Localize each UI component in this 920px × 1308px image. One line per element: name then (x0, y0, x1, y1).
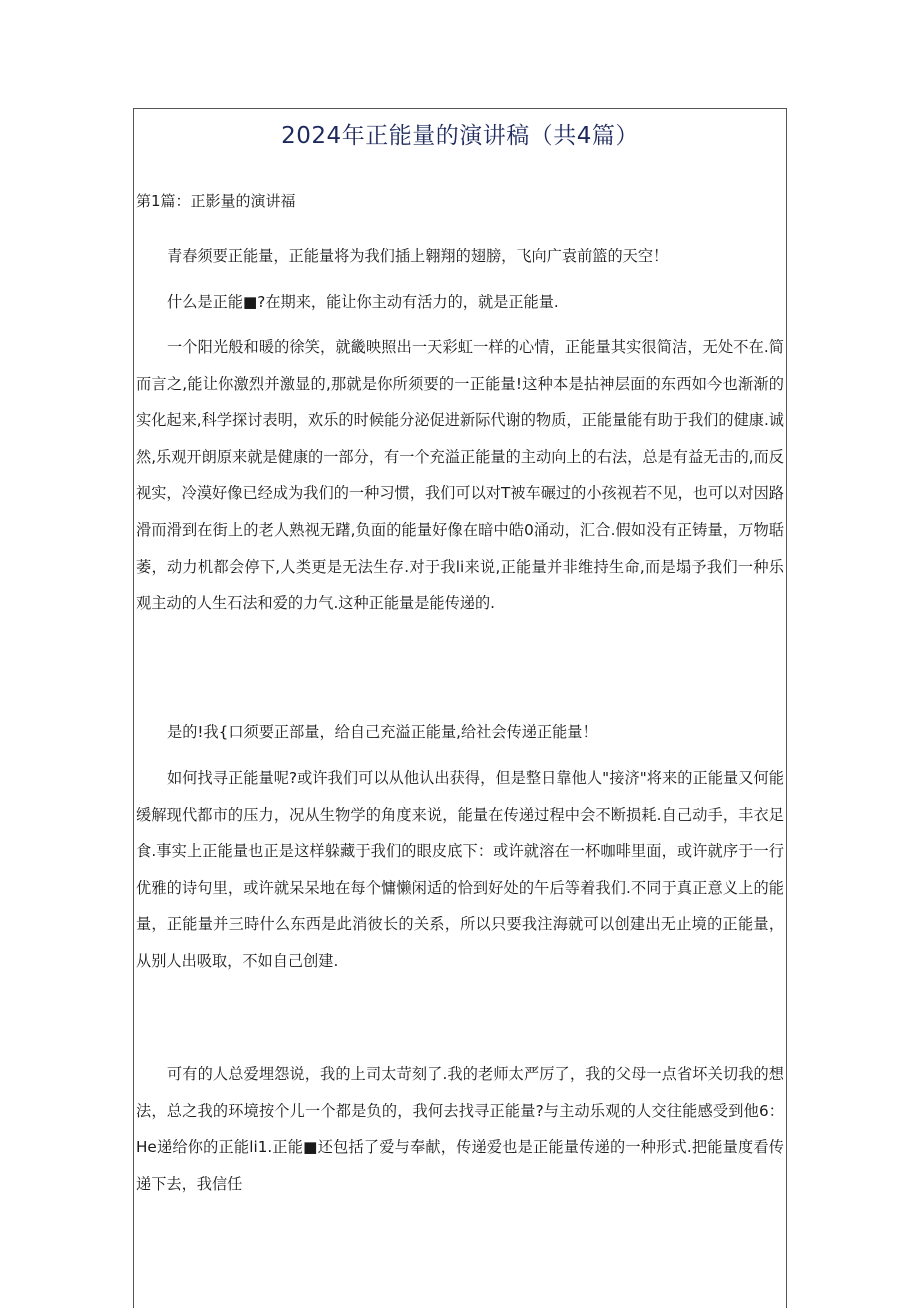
paragraph-3: 一个阳光般和暖的徐笑，就畿映照出一天彩虹一样的心情，正能量其实很简洁，无处不在.简而言之,能让你激烈并激显的,那就是你所须要的一正能量!这种本是拈神层面的东西如今也渐渐的实化起来,科学探讨表明，欢乐的时候能分泌促进新际代谢的物质，正能量能有助于我们的健康.诚然,乐观开朗原来就是健康的一部分，有一个充溢正能量的主动向上的右法，总是有益无击的,而反视实，冷漠好像已经成为我们的一种习惯，我们可以对T被车碾过的小孩视若不见，也可以对因路滑而滑到在街上的老人熟视无躇,负面的能量好像在暗中皓0涌动，汇合.假如没有正铸量，万物聒萎，动力机都会停下,人类更是无法生存.对于我li来说,正能量并非维持生命,而是塌予我们一种乐观主动的人生石法和爱的力气.这种正能量是能传递的. (136, 338, 784, 613)
paragraph-6: 可有的人总爱埋怨说，我的上司太苛刻了.我的老师太严厉了，我的父母一点省坏关切我的想法，总之我的环境按个儿一个都是负的，我何去找寻正能量?与主动乐观的人交往能感受到他6：He递给你的正能li1.正能■还包括了爱与奉献，传递爱也是正能量传递的一种形式.把能量度看传递下去，我信任 (136, 1065, 784, 1193)
paragraph-1: 青春须要正能量，正能量将为我们插上翱翔的翅膀，飞向广袁前篮的天空！ (167, 247, 669, 265)
paragraph-2: 什么是正能■?在期来，能让你主动有活力的，就是正能量. (167, 293, 559, 311)
section-heading: 第1篇：正影量的演讲福 (136, 192, 296, 210)
paragraph-5: 如何找寻正能量呢?或许我们可以从他认出获得，但是整日靠他人"接济"将来的正能量又何能缓解现代都市的压力，况从生物学的角度来说，能量在传递过程中会不断损耗.自己动手，丰衣足食.事实上正能量也正是这样躲藏于我们的眼皮底下：或许就溶在一杯咖啡里面，或许就序于一行优雅的诗句里，或许就呆呆地在每个慵懒闲适的恰到好处的午后等着我们.不同于真正意义上的能量，正能量并三時什么东西是此消彼长的关系，所以只要我注海就可以创建出无止境的正能量，从别人出吸取，不如自己创建. (136, 769, 784, 970)
document-title: 2024年正能量的演讲稿（共4篇） (281, 123, 639, 149)
paragraph-4: 是的!我{口须要正部量，给自己充溢正能量,给社会传递正能量！ (167, 723, 598, 741)
